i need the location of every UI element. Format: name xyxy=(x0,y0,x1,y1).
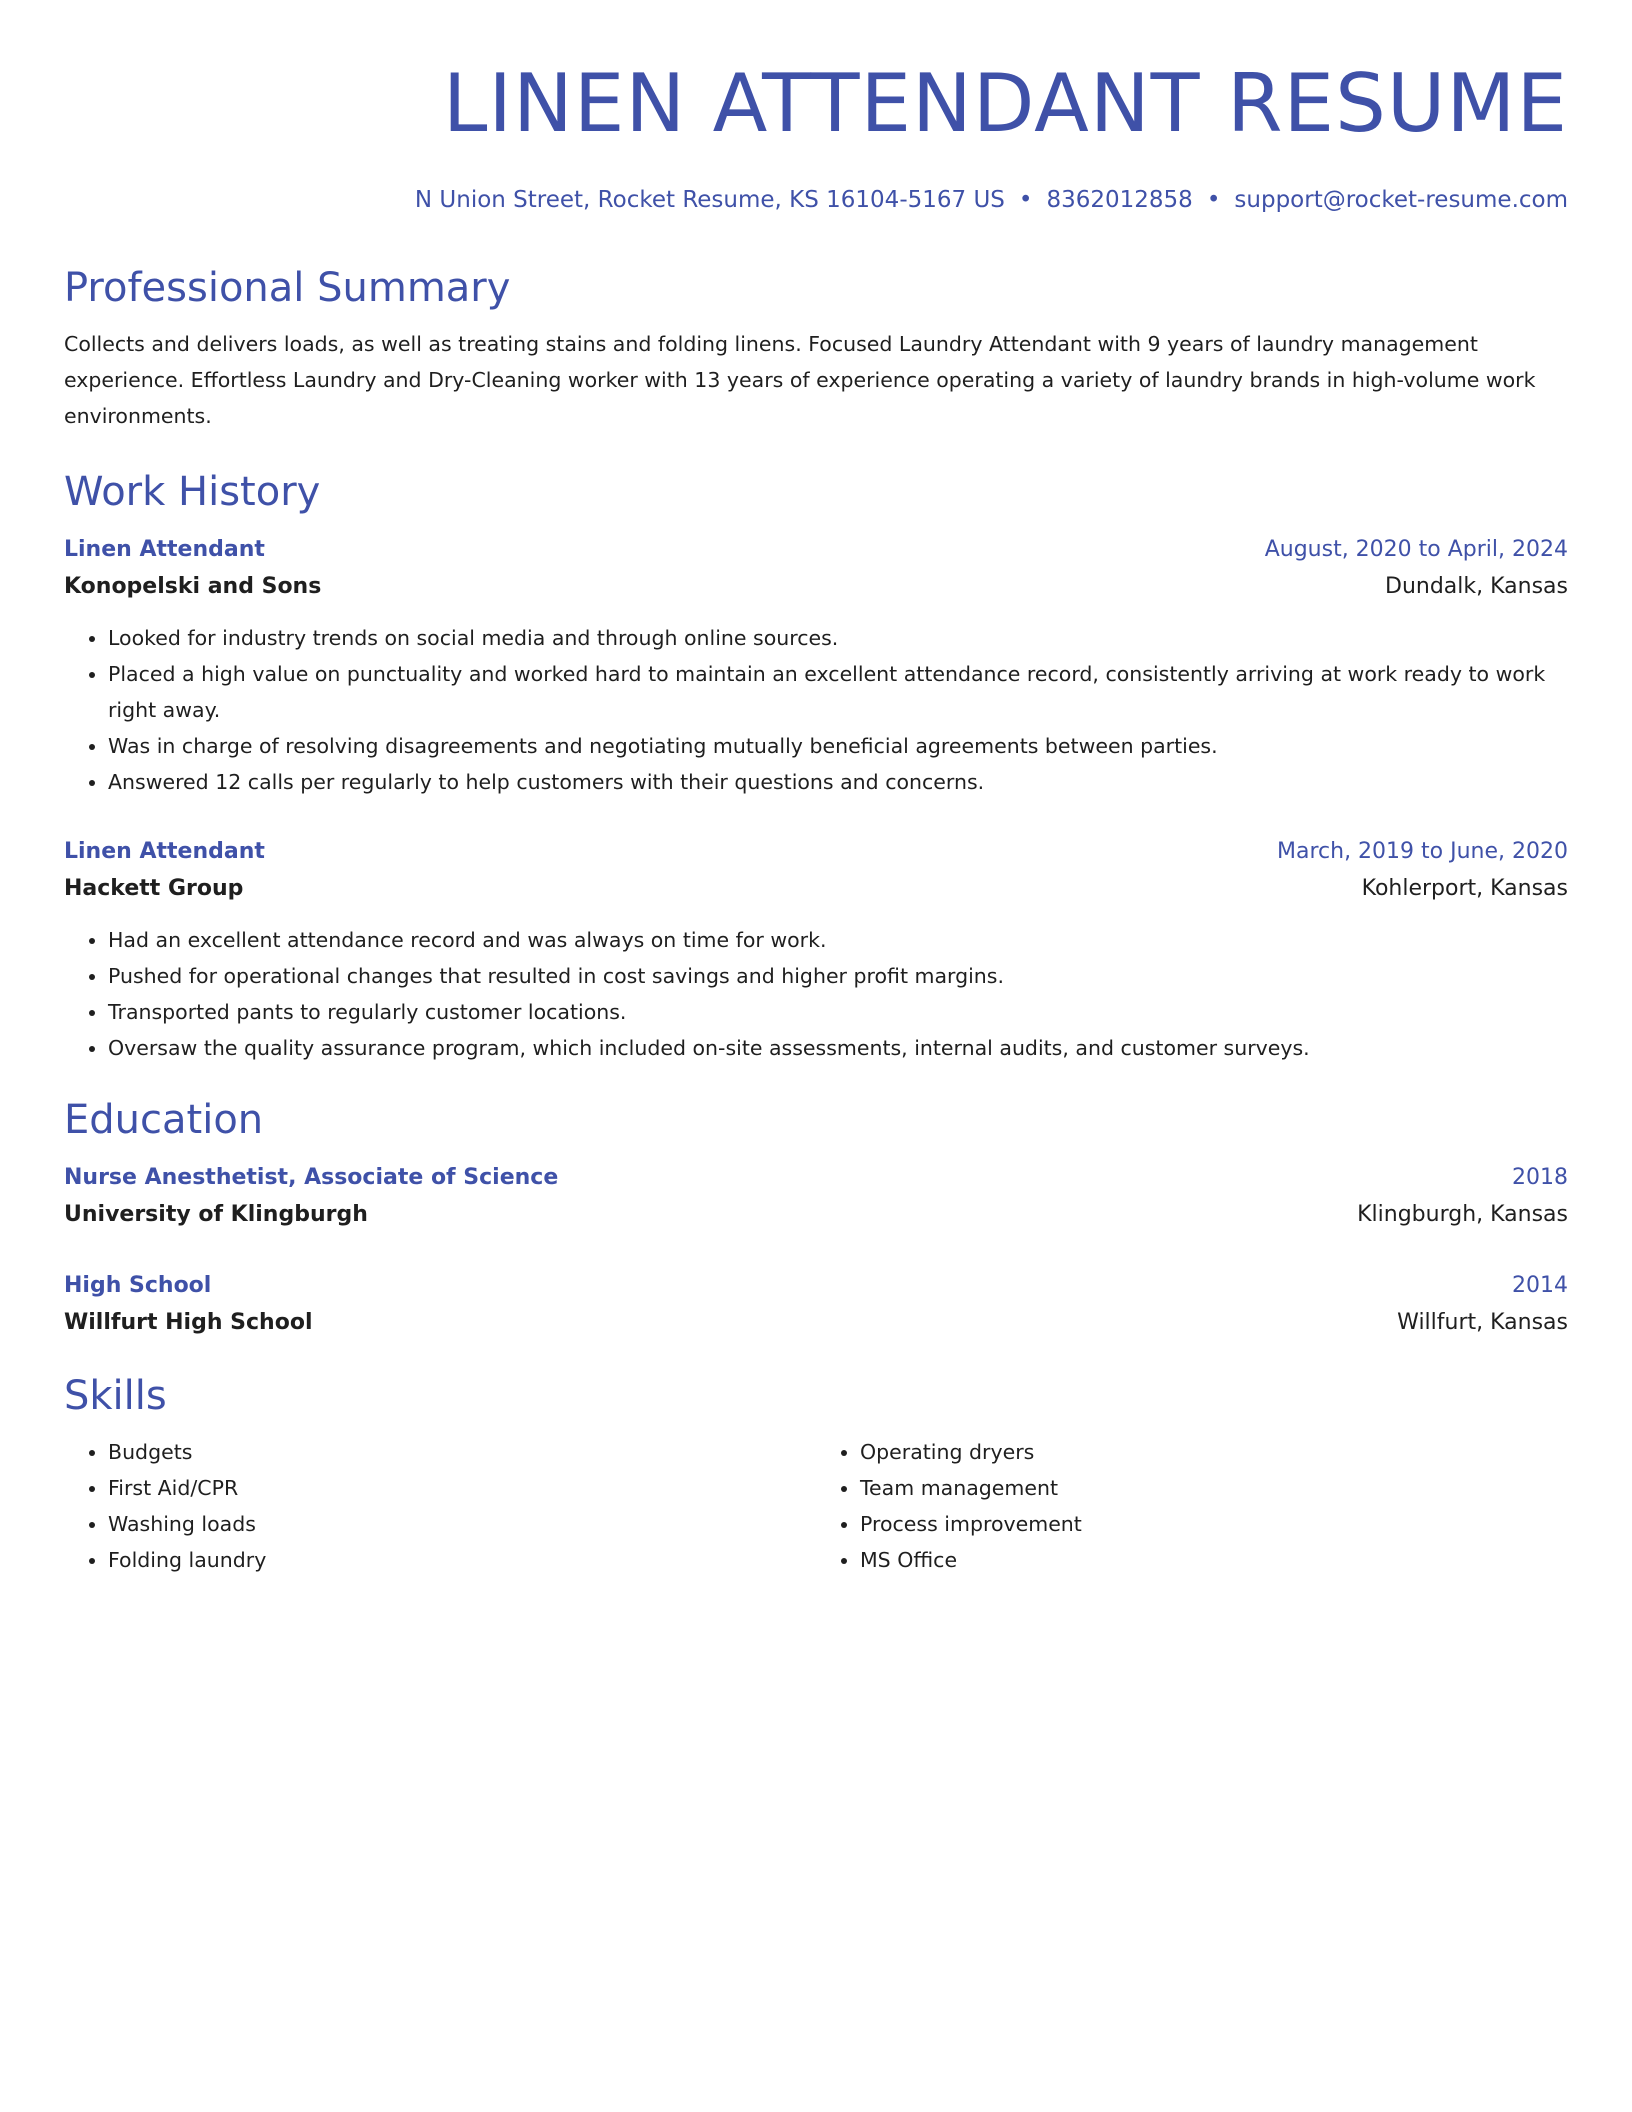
job-dates: March, 2019 to June, 2020 xyxy=(1277,839,1568,864)
education-heading: Education xyxy=(64,1097,264,1143)
job-entry xyxy=(64,834,1568,1066)
work-history-section xyxy=(64,466,1568,1066)
skill-item: • Budgets xyxy=(108,1434,816,1470)
summary-heading: Professional Summary xyxy=(64,265,511,311)
job-bullet: • Had an excellent attendance record and was always on time for work. xyxy=(108,922,1568,958)
job-entry xyxy=(64,532,1568,800)
skills-list-left xyxy=(64,1434,816,1578)
contact-separator: • xyxy=(1018,187,1033,213)
summary-text: Collects and delivers loads, as well as treating stains and folding linens. Focused Laundry Attendant with 9 years of laundry management experience. Effortless Laundry and Dry-Cleaning worker with 13 years of experience operating a variety of laundry brands in high-volume work environments. xyxy=(64,332,1536,428)
skills-section xyxy=(64,1370,1568,1578)
education-location: Willfurt, Kansas xyxy=(1397,1310,1568,1335)
education-degree: Nurse Anesthetist, Associate of Science xyxy=(64,1165,559,1190)
job-bullets xyxy=(64,922,1568,1066)
skill-item: • Process improvement xyxy=(860,1506,1568,1542)
job-bullets xyxy=(64,620,1568,800)
job-bullet: • Transported pants to regularly customer locations. xyxy=(108,994,1568,1030)
work-history-heading: Work History xyxy=(64,469,321,515)
job-bullet: • Was in charge of resolving disagreements and negotiating mutually beneficial agreements between parties. xyxy=(108,728,1568,764)
job-bullet: • Looked for industry trends on social media and through online sources. xyxy=(108,620,1568,656)
education-entry xyxy=(64,1160,1568,1234)
skill-item: • MS Office xyxy=(860,1542,1568,1578)
education-location: Klingburgh, Kansas xyxy=(1357,1202,1568,1227)
job-location: Dundalk, Kansas xyxy=(1385,574,1568,599)
education-year: 2018 xyxy=(1512,1165,1568,1190)
job-title: Linen Attendant xyxy=(64,839,265,864)
education-school-row xyxy=(64,1196,1568,1234)
skills-columns xyxy=(64,1434,1568,1578)
education-header-row xyxy=(64,1160,1568,1196)
education-header-row xyxy=(64,1268,1568,1304)
job-bullet: • Oversaw the quality assurance program, which included on-site assessments, internal audits, and customer surveys. xyxy=(108,1030,1568,1066)
skill-item: • Operating dryers xyxy=(860,1434,1568,1470)
job-location: Kohlerport, Kansas xyxy=(1361,876,1568,901)
education-school-row xyxy=(64,1304,1568,1342)
contact-phone: 8362012858 xyxy=(1046,187,1193,213)
contact-address: N Union Street, Rocket Resume, KS 16104-5167 US xyxy=(414,187,1005,213)
contact-line xyxy=(64,184,1568,216)
education-degree: High School xyxy=(64,1273,212,1298)
job-company-row xyxy=(64,568,1568,606)
education-school: Willfurt High School xyxy=(64,1310,313,1335)
skill-item: • Washing loads xyxy=(108,1506,816,1542)
job-dates: August, 2020 to April, 2024 xyxy=(1264,537,1568,562)
skill-item: • Team management xyxy=(860,1470,1568,1506)
contact-email: support@rocket-resume.com xyxy=(1234,187,1568,213)
job-company-row xyxy=(64,870,1568,908)
contact-separator: • xyxy=(1206,187,1221,213)
job-bullet: • Answered 12 calls per regularly to help customers with their questions and concerns. xyxy=(108,764,1568,800)
skills-heading: Skills xyxy=(64,1373,167,1419)
job-header-row xyxy=(64,532,1568,568)
summary-section xyxy=(64,262,1568,434)
job-bullet: • Pushed for operational changes that resulted in cost savings and higher profit margins. xyxy=(108,958,1568,994)
skill-item: • First Aid/CPR xyxy=(108,1470,816,1506)
job-bullet: • Placed a high value on punctuality and worked hard to maintain an excellent attendance record, consistently arriving at work ready to work right away. xyxy=(108,656,1568,728)
skills-list-right xyxy=(816,1434,1568,1578)
job-header-row xyxy=(64,834,1568,870)
job-title: Linen Attendant xyxy=(64,537,265,562)
job-company: Hackett Group xyxy=(64,876,244,901)
education-school: University of Klingburgh xyxy=(64,1202,368,1227)
education-year: 2014 xyxy=(1512,1273,1568,1298)
education-section xyxy=(64,1094,1568,1342)
skill-item: • Folding laundry xyxy=(108,1542,816,1578)
resume-title: LINEN ATTENDANT RESUME xyxy=(442,57,1568,150)
job-company: Konopelski and Sons xyxy=(64,574,322,599)
education-entry xyxy=(64,1268,1568,1342)
